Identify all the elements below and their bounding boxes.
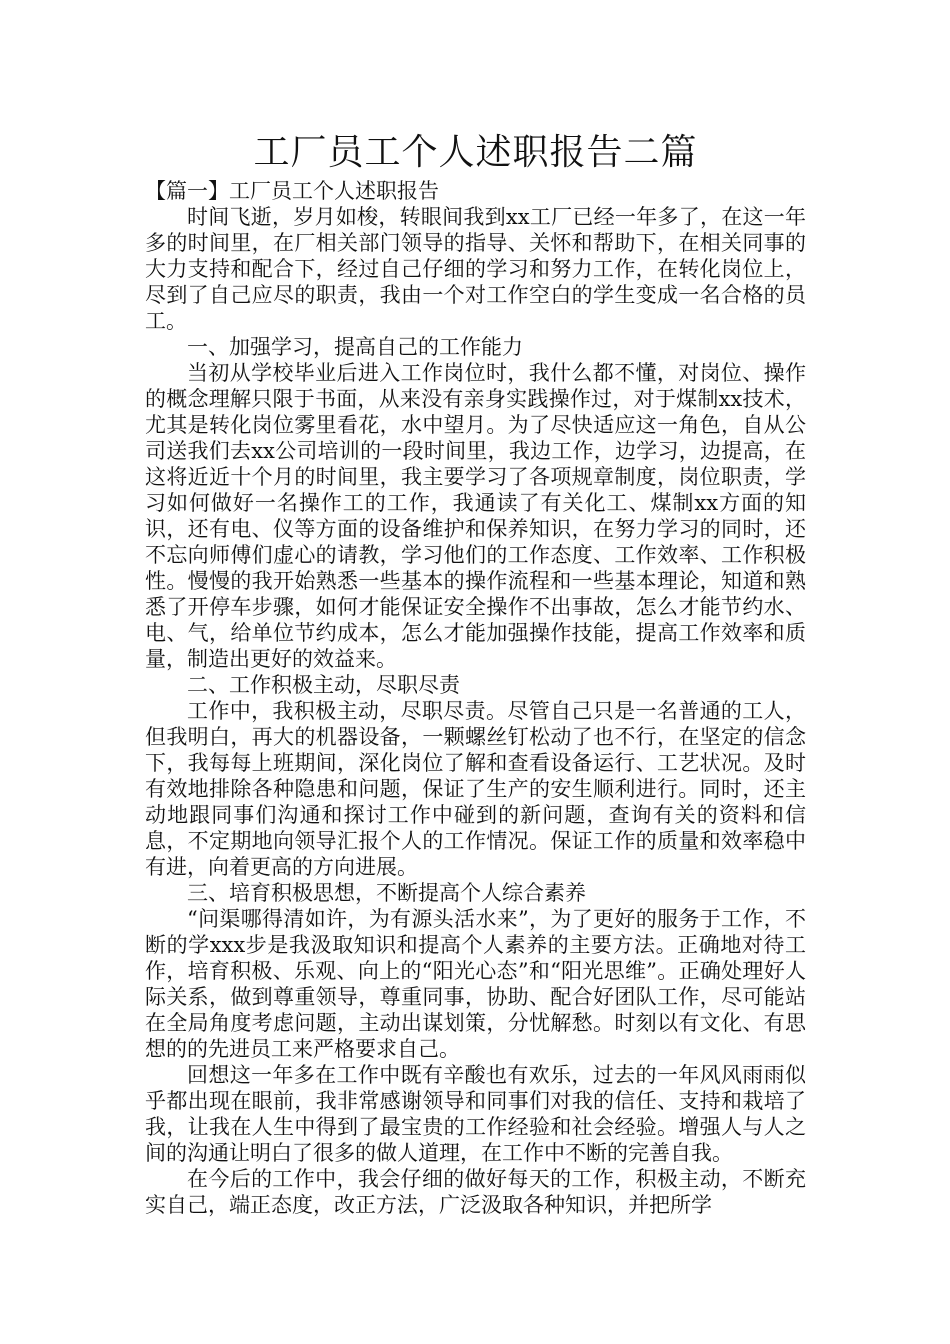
section-subtitle: 【篇一】工厂员工个人述职报告 <box>145 179 439 203</box>
paragraph-intro: 时间飞逝，岁月如梭，转眼间我到xx工厂已经一年多了，在这一年多的时间里，在厂相关部门领导的指导、关怀和帮助下，在相关同事的大力支持和配合下，经过自己仔细的学习和努力工作，在转化岗位上，尽到了自己应尽的职责，我由一个对工作空白的学生变成一名合格的员工。 <box>145 205 806 333</box>
paragraph-learning: 当初从学校毕业后进入工作岗位时，我什么都不懂，对岗位、操作的概念理解只限于书面，从来没有亲身实践操作过，对于煤制xx技术，尤其是转化岗位雾里看花，水中望月。为了尽快适应这一角色，自从公司送我们去xx公司培训的一段时间里，我边工作，边学习，边提高，在这将近近十个月的时间里，我主要学习了各项规章制度，岗位职责，学习如何做好一名操作工的工作，我通读了有关化工、煤制xx方面的知识，还有电、仪等方面的设备维护和保养知识，在努力学习的同时，还不忘向师傅们虚心的请教，学习他们的工作态度、工作效率、工作积极性。慢慢的我开始熟悉一些基本的操作流程和一些基本理论，知道和熟悉了开停车步骤，如何才能保证安全操作不出事故，怎么才能节约水、电、气，给单位节约成本，怎么才能加强操作技能，提高工作效率和质量，制造出更好的效益来。 <box>145 361 806 671</box>
section-heading-3: 三、培育积极思想，不断提高个人综合素养 <box>187 881 586 905</box>
document-title: 工厂员工个人述职报告二篇 <box>253 132 698 173</box>
paragraph-work: 工作中，我积极主动，尽职尽责。尽管自己只是一名普通的工人，但我明白，再大的机器设备，一颗螺丝钉松动了也不行，在坚定的信念下，我每每上班期间，深化岗位了解和查看设备运行、工艺状况。及时有效地排除各种隐患和问题，保证了生产的安生顺利进行。同时，还主动地跟同事们沟通和探讨工作中碰到的新问题，查询有关的资料和信息，不定期地向领导汇报个人的工作情况。保证工作的质量和效率稳中有进，向着更高的方向进展。 <box>145 699 806 879</box>
paragraph-reflection: 回想这一年多在工作中既有辛酸也有欢乐，过去的一年风风雨雨似乎都出现在眼前，我非常感谢领导和同事们对我的信任、支持和栽培了我，让我在人生中得到了最宝贵的工作经验和社会经验。增强人与人之间的沟通让明白了很多的做人道理，在工作中不断的完善自我。 <box>145 1063 806 1165</box>
paragraph-future: 在今后的工作中，我会仔细的做好每天的工作，积极主动，不断充实自己，端正态度，改正方法，广泛汲取各种知识，并把所学 <box>145 1167 806 1217</box>
paragraph-attitude: “问渠哪得清如许，为有源头活水来”，为了更好的服务于工作，不断的学xxx步是我汲取知识和提高个人素养的主要方法。正确地对待工作，培育积极、乐观、向上的“阳光心态”和“阳光思维”。正确处理好人际关系，做到尊重领导，尊重同事，协助、配合好团队工作，尽可能站在全局角度考虑问题，主动出谋划策，分忧解愁。时刻以有文化、有思想的的先进员工来严格要求自己。 <box>145 907 806 1061</box>
section-heading-1: 一、加强学习，提高自己的工作能力 <box>187 335 523 359</box>
document-body <box>145 128 806 1218</box>
section-heading-2: 二、工作积极主动，尽职尽责 <box>187 673 460 697</box>
